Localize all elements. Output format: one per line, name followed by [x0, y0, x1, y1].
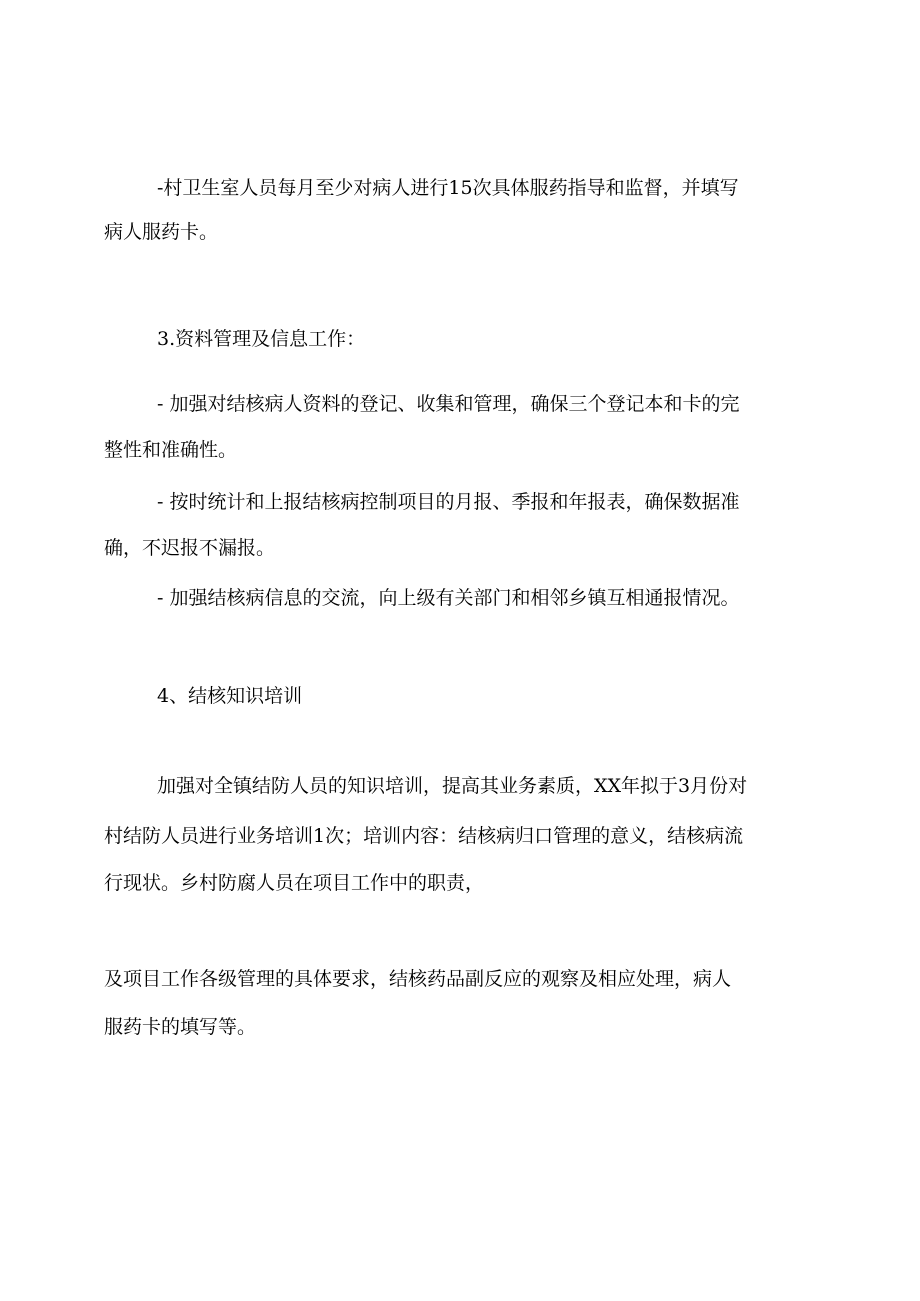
records-line-1: - 加强对结核病人资料的登记、收集和管理，确保三个登记本和卡的完 [157, 393, 740, 415]
reporting-line-1: - 按时统计和上报结核病控制项目的月报、季报和年报表，确保数据准 [157, 491, 740, 513]
supervision-line-1: -村卫生室人员每月至少对病人进行15次具体服药指导和监督，并填写 [157, 177, 739, 199]
supervision-line-2: 病人服药卡。 [104, 221, 219, 243]
training-line-1: 加强对全镇结防人员的知识培训，提高其业务素质，XX年拟于3月份对 [157, 775, 748, 797]
records-line-2: 整性和准确性。 [104, 439, 238, 461]
training-continuation-line-1: 及项目工作各级管理的具体要求，结核药品副反应的观察及相应处理，病人 [104, 968, 732, 990]
section-4-heading: 4、结核知识培训 [157, 685, 303, 707]
information-exchange-line: - 加强结核病信息的交流，向上级有关部门和相邻乡镇互相通报情况。 [157, 587, 740, 609]
training-continuation-line-2: 服药卡的填写等。 [104, 1016, 257, 1038]
training-line-2: 村结防人员进行业务培训1次；培训内容：结核病归口管理的意义，结核病流 [104, 825, 744, 847]
reporting-line-2: 确，不迟报不漏报。 [104, 537, 276, 559]
section-3-heading: 3.资料管理及信息工作： [157, 328, 366, 350]
training-line-3: 行现状。乡村防腐人员在项目工作中的职责， [104, 872, 485, 894]
